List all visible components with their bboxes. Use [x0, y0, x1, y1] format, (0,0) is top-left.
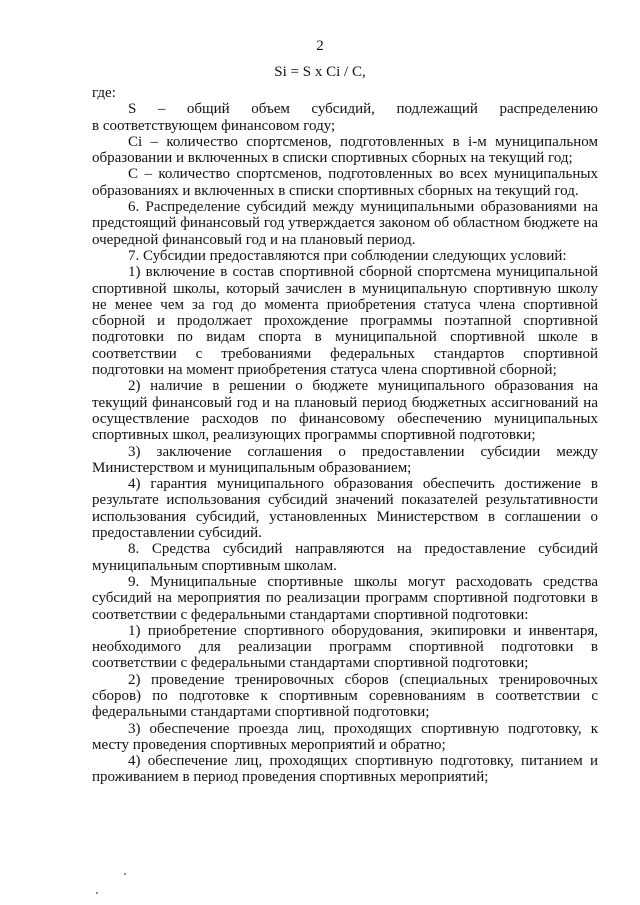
term-s-word: объем: [251, 101, 290, 118]
paragraph: 4) обеспечение лиц, проходящих спортивную подготовку, питанием и проживанием в период проведения спортивных мероприятий;: [92, 753, 598, 786]
paragraph: 1) включение в состав спортивной сборной спортсмена муниципальной спортивной школы, который зачислен в муниципальную спортивную школу не менее чем за год до момента приобретения статуса члена спортивной сборной и продолжает прохождение программы поэтапной спортивной подготовки по видам спорта в муниципальной спортивной школе в соответствии с требованиями федеральных стандартов спортивной подготовки на момент приобретения статуса члена спортивной сборной;: [92, 264, 598, 379]
paragraph: 3) обеспечение проезда лиц, проходящих спортивную подготовку, к месту проведения спортивных мероприятий и обратно;: [92, 720, 598, 753]
paragraph: 4) гарантия муниципального образования обеспечить достижение в результате использования субсидий значений показателей результативности использования субсидий, установленных Министерством в соглашении о предоставлении субсидий.: [92, 476, 598, 542]
where-label: где:: [92, 85, 116, 101]
paragraph: Ci – количество спортсменов, подготовленных в i-м муниципальном образовании и включенных в списки спортивных сборных на текущий год;: [92, 133, 598, 167]
paragraph: 8. Средства субсидий направляются на предоставление субсидий муниципальным спортивным школам.: [92, 541, 598, 574]
term-s-word: общий: [186, 101, 230, 118]
term-s-word: –: [157, 101, 166, 118]
paragraph: 7. Субсидии предоставляются при соблюдении следующих условий:: [128, 247, 567, 264]
term-s-line: [128, 101, 598, 117]
paragraph: 2) наличие в решении о бюджете муниципального образования на текущий финансовый год и на плановый период бюджетных ассигнований на осуществление расходов по финансовому обеспечению муниципальных спортивных школ, реализующих программы спортивной подготовки;: [92, 378, 598, 444]
paragraph: C – количество спортсменов, подготовленных во всех муниципальных образованиях и включенных в списки спортивных сборных на текущий год.: [92, 166, 598, 199]
formula: Si = S x Ci / C,: [274, 64, 366, 80]
page-number: 2: [316, 38, 324, 54]
scan-speck: [96, 892, 98, 894]
document-body: [92, 85, 598, 786]
scan-speck: [124, 873, 126, 875]
term-s-word: распределению: [499, 101, 598, 118]
term-s-continuation: в соответствующем финансовом году;: [92, 117, 336, 134]
paragraph: 6. Распределение субсидий между муниципальными образованиями на предстоящий финансовый год утверждается законом об областном бюджете на очередной финансовый год и на плановый период.: [92, 199, 598, 248]
paragraph: 3) заключение соглашения о предоставлении субсидии между Министерством и муниципальным образованием;: [92, 443, 598, 476]
paragraph: 9. Муниципальные спортивные школы могут расходовать средства субсидий на мероприятия по реализации программ спортивной подготовки в соответствии с федеральными стандартами спортивной подготовки:: [92, 573, 598, 623]
term-s-word: S: [128, 101, 137, 118]
term-s-word: подлежащий: [396, 101, 478, 118]
paragraph: 2) проведение тренировочных сборов (специальных тренировочных сборов) по подготовке к спортивным соревнованиям в соответствии с федеральными стандартами спортивной подготовки;: [92, 671, 598, 721]
term-s-word: субсидий,: [311, 101, 375, 118]
paragraph: 1) приобретение спортивного оборудования, экипировки и инвентаря, необходимого для реализации программ спортивной подготовки в соответствии с федеральными стандартами спортивной подготовки;: [92, 622, 598, 672]
